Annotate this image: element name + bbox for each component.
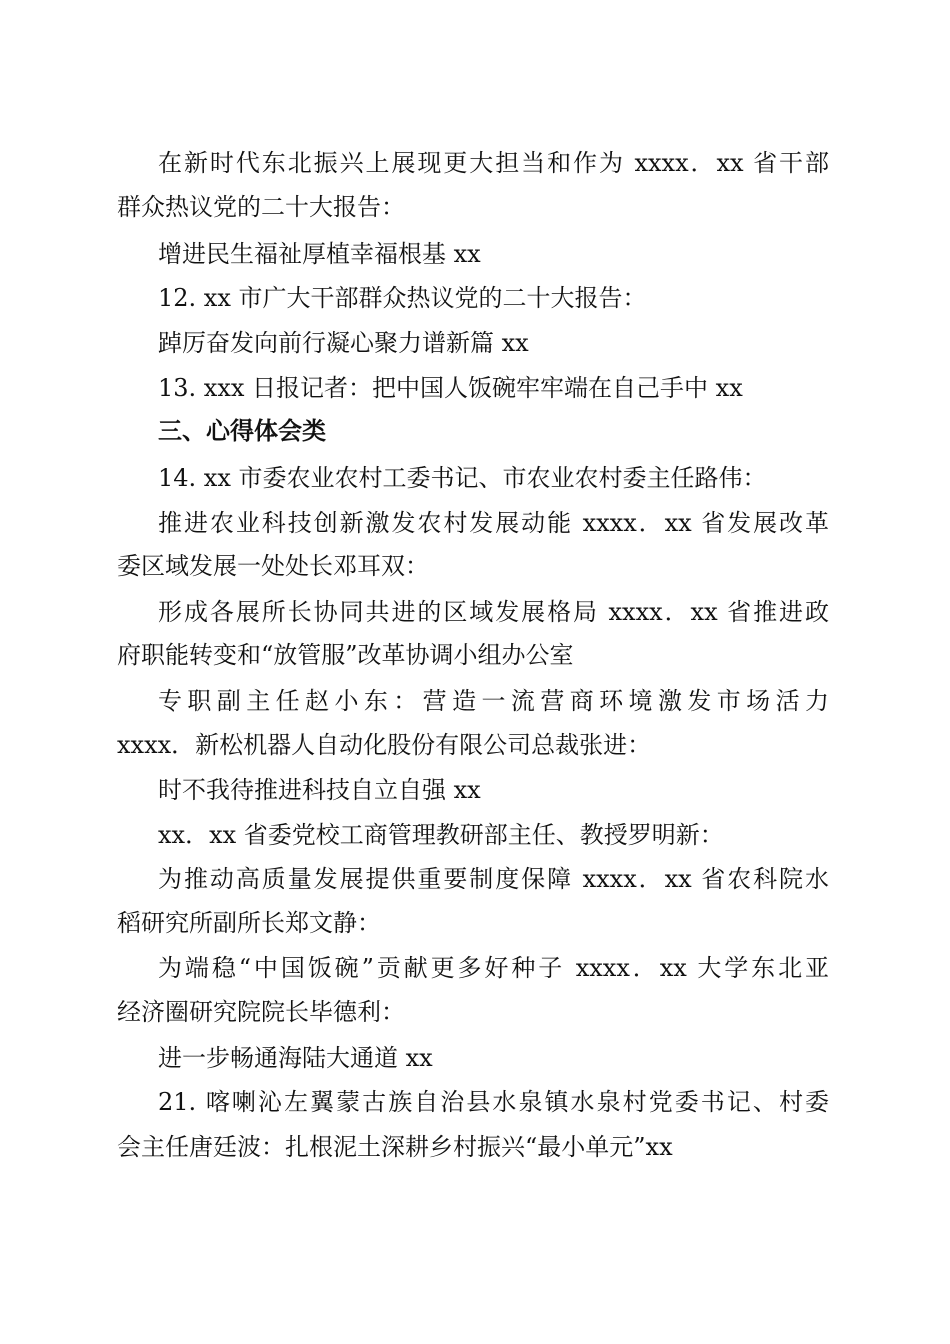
text-line: 形成各展所长协同共进的区域发展格局 xxxx．xx 省推进政 (158, 598, 829, 626)
text-line: 稻研究所副所长郑文静： (117, 909, 381, 937)
text-line: 12. xx 市广大干部群众热议党的二十大报告： (158, 284, 647, 312)
text-line: xxxx．新松机器人自动化股份有限公司总裁张进： (117, 731, 652, 759)
text-line: 14. xx 市委农业农村工委书记、市农业农村委主任路伟： (158, 464, 767, 492)
text-line: 13. xxx 日报记者：把中国人饭碗牢牢端在自己手中 xx (158, 374, 743, 402)
text-line: 府职能转变和“放管服”改革协调小组办公室 (117, 641, 574, 669)
text-line: 会主任唐廷波：扎根泥土深耕乡村振兴“最小单元”xx (117, 1133, 673, 1161)
text-line: 在新时代东北振兴上展现更大担当和作为 xxxx．xx 省干部 (158, 149, 829, 177)
text-line: 踔厉奋发向前行凝心聚力谱新篇 xx (158, 329, 529, 357)
text-line: 进一步畅通海陆大通道 xx (158, 1044, 433, 1072)
text-line: 群众热议党的二十大报告： (117, 193, 405, 221)
section-heading: 三、心得体会类 (158, 417, 326, 445)
text-line: 时不我待推进科技自立自强 xx (158, 776, 481, 804)
text-line: 专职副主任赵小东：营造一流营商环境激发市场活力 (158, 687, 829, 715)
text-line: 为推动高质量发展提供重要制度保障 xxxx．xx 省农科院水 (158, 865, 829, 893)
text-line: 为端稳“中国饭碗”贡献更多好种子 xxxx．xx 大学东北亚 (158, 954, 829, 982)
text-line: 委区域发展一处处长邓耳双： (117, 552, 429, 580)
text-line: 推进农业科技创新激发农村发展动能 xxxx．xx 省发展改革 (158, 509, 829, 537)
text-line: 经济圈研究院院长毕德利： (117, 998, 405, 1026)
text-line: 21. 喀喇沁左翼蒙古族自治县水泉镇水泉村党委书记、村委 (158, 1088, 829, 1116)
text-line: xx．xx 省委党校工商管理教研部主任、教授罗明新： (158, 821, 724, 849)
text-line: 增进民生福祉厚植幸福根基 xx (158, 240, 481, 268)
